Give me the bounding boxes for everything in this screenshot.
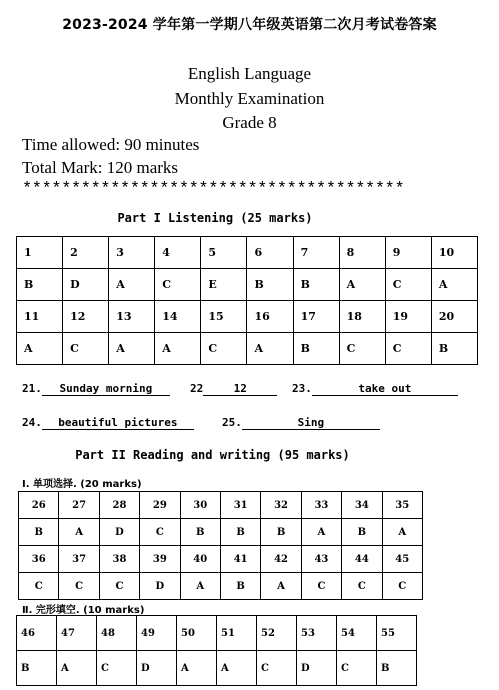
- choice-cell: B: [220, 519, 260, 546]
- star-divider: ***************************************: [22, 180, 405, 199]
- total-mark: Total Mark: 120 marks: [22, 158, 179, 177]
- fill-24: [22, 416, 194, 430]
- q23-number: 23.: [292, 382, 312, 395]
- choice-cell: B: [342, 519, 382, 546]
- q25-answer: Sing: [242, 416, 380, 430]
- q24-number: 24.: [22, 416, 42, 429]
- q24-answer: beautiful pictures: [42, 416, 194, 430]
- cloze-cell: 51: [217, 616, 257, 651]
- choice-cell: C: [382, 573, 422, 600]
- choice-cell: 30: [180, 492, 220, 519]
- section2-label: Ⅱ. 完形填空. (10 marks): [22, 605, 145, 616]
- listening-cell: C: [385, 269, 431, 301]
- part1-heading: Part I Listening (25 marks): [117, 211, 313, 225]
- choice-cell: B: [180, 519, 220, 546]
- listening-cell: 19: [385, 301, 431, 333]
- choice-cell: C: [301, 573, 341, 600]
- listening-answer-table: [16, 236, 478, 365]
- listening-cell: A: [155, 333, 201, 365]
- q23-answer: take out: [312, 382, 458, 396]
- listening-cell: A: [17, 333, 63, 365]
- cloze-cell: A: [57, 651, 97, 686]
- cloze-cell: B: [17, 651, 57, 686]
- listening-cell: 3: [109, 237, 155, 269]
- choice-cell: 31: [220, 492, 260, 519]
- grade-line: Grade 8: [222, 113, 277, 132]
- choice-cell: 40: [180, 546, 220, 573]
- choice-cell: 32: [261, 492, 301, 519]
- q25-number: 25.: [222, 416, 242, 429]
- choice-cell: C: [342, 573, 382, 600]
- listening-cell: 11: [17, 301, 63, 333]
- listening-cell: 10: [431, 237, 477, 269]
- document-title: 2023-2024 学年第一学期八年级英语第二次月考试卷答案: [62, 17, 437, 33]
- choice-cell: A: [180, 573, 220, 600]
- choice-cell: B: [220, 573, 260, 600]
- listening-cell: 17: [293, 301, 339, 333]
- choice-cell: C: [99, 573, 139, 600]
- listening-cell: 5: [201, 237, 247, 269]
- cloze-cell: 55: [377, 616, 417, 651]
- q22-answer: 12: [203, 382, 277, 396]
- cloze-cell: 53: [297, 616, 337, 651]
- cloze-cell: 52: [257, 616, 297, 651]
- listening-cell: A: [339, 269, 385, 301]
- listening-cell: C: [155, 269, 201, 301]
- choice-cell: 36: [19, 546, 59, 573]
- cloze-cell: C: [97, 651, 137, 686]
- choice-cell: 39: [140, 546, 180, 573]
- cloze-cell: D: [297, 651, 337, 686]
- listening-cell: B: [17, 269, 63, 301]
- part2-heading: Part II Reading and writing (95 marks): [75, 448, 350, 462]
- listening-cell: B: [247, 269, 293, 301]
- listening-cell: 18: [339, 301, 385, 333]
- choice-row: [19, 546, 423, 573]
- q22-number: 22: [190, 382, 204, 395]
- choice-cell: C: [59, 573, 99, 600]
- choice-cell: 45: [382, 546, 422, 573]
- q21-number: 21.: [22, 382, 42, 395]
- choice-cell: B: [261, 519, 301, 546]
- fill-23: [292, 382, 458, 396]
- choice-cell: C: [19, 573, 59, 600]
- listening-cell: 14: [155, 301, 201, 333]
- listening-cell: 16: [247, 301, 293, 333]
- choice-cell: 33: [301, 492, 341, 519]
- choice-cell: 41: [220, 546, 260, 573]
- cloze-cell: 48: [97, 616, 137, 651]
- listening-cell: B: [431, 333, 477, 365]
- choice-cell: 34: [342, 492, 382, 519]
- choice-cell: B: [19, 519, 59, 546]
- listening-cell: 8: [339, 237, 385, 269]
- listening-cell: C: [63, 333, 109, 365]
- choice-cell: A: [59, 519, 99, 546]
- cloze-cell: 54: [337, 616, 377, 651]
- listening-cell: 12: [63, 301, 109, 333]
- listening-cell: 2: [63, 237, 109, 269]
- fill-21: [22, 382, 170, 396]
- q21-answer: Sunday morning: [42, 382, 170, 396]
- choice-cell: D: [99, 519, 139, 546]
- cloze-row: [17, 651, 417, 686]
- listening-cell: 6: [247, 237, 293, 269]
- listening-cell: 20: [431, 301, 477, 333]
- cloze-cell: C: [257, 651, 297, 686]
- listening-cell: 15: [201, 301, 247, 333]
- listening-cell: A: [109, 269, 155, 301]
- time-allowed: Time allowed: 90 minutes: [22, 135, 200, 154]
- listening-row: [17, 301, 478, 333]
- choice-cell: 27: [59, 492, 99, 519]
- listening-cell: B: [293, 333, 339, 365]
- listening-cell: C: [385, 333, 431, 365]
- cloze-answer-table: [16, 615, 417, 686]
- listening-row: [17, 237, 478, 269]
- cloze-cell: C: [337, 651, 377, 686]
- choice-cell: 38: [99, 546, 139, 573]
- choice-cell: 42: [261, 546, 301, 573]
- cloze-cell: A: [177, 651, 217, 686]
- choice-cell: 28: [99, 492, 139, 519]
- choice-cell: 29: [140, 492, 180, 519]
- listening-cell: C: [339, 333, 385, 365]
- listening-cell: D: [63, 269, 109, 301]
- choice-cell: 43: [301, 546, 341, 573]
- multiple-choice-answer-table: [18, 491, 423, 600]
- listening-cell: 4: [155, 237, 201, 269]
- choice-cell: 26: [19, 492, 59, 519]
- cloze-cell: 50: [177, 616, 217, 651]
- listening-cell: C: [201, 333, 247, 365]
- cloze-cell: 49: [137, 616, 177, 651]
- cloze-row: [17, 616, 417, 651]
- listening-cell: 1: [17, 237, 63, 269]
- listening-cell: 13: [109, 301, 155, 333]
- choice-cell: 44: [342, 546, 382, 573]
- choice-cell: A: [261, 573, 301, 600]
- listening-row: [17, 333, 478, 365]
- choice-cell: D: [140, 573, 180, 600]
- choice-cell: 35: [382, 492, 422, 519]
- listening-cell: E: [201, 269, 247, 301]
- listening-cell: 7: [293, 237, 339, 269]
- fill-25: [222, 416, 380, 430]
- choice-cell: C: [140, 519, 180, 546]
- fill-22: [190, 382, 277, 396]
- subject-line: English Language: [187, 64, 312, 83]
- choice-cell: A: [301, 519, 341, 546]
- choice-cell: 37: [59, 546, 99, 573]
- listening-cell: B: [293, 269, 339, 301]
- choice-row: [19, 573, 423, 600]
- listening-cell: A: [247, 333, 293, 365]
- cloze-cell: B: [377, 651, 417, 686]
- section1-label: Ⅰ. 单项选择. (20 marks): [22, 479, 142, 490]
- listening-row: [17, 269, 478, 301]
- choice-row: [19, 492, 423, 519]
- exam-line: Monthly Examination: [174, 89, 325, 108]
- cloze-cell: 47: [57, 616, 97, 651]
- choice-row: [19, 519, 423, 546]
- cloze-cell: D: [137, 651, 177, 686]
- listening-cell: A: [431, 269, 477, 301]
- listening-cell: A: [109, 333, 155, 365]
- cloze-cell: A: [217, 651, 257, 686]
- listening-cell: 9: [385, 237, 431, 269]
- cloze-cell: 46: [17, 616, 57, 651]
- choice-cell: A: [382, 519, 422, 546]
